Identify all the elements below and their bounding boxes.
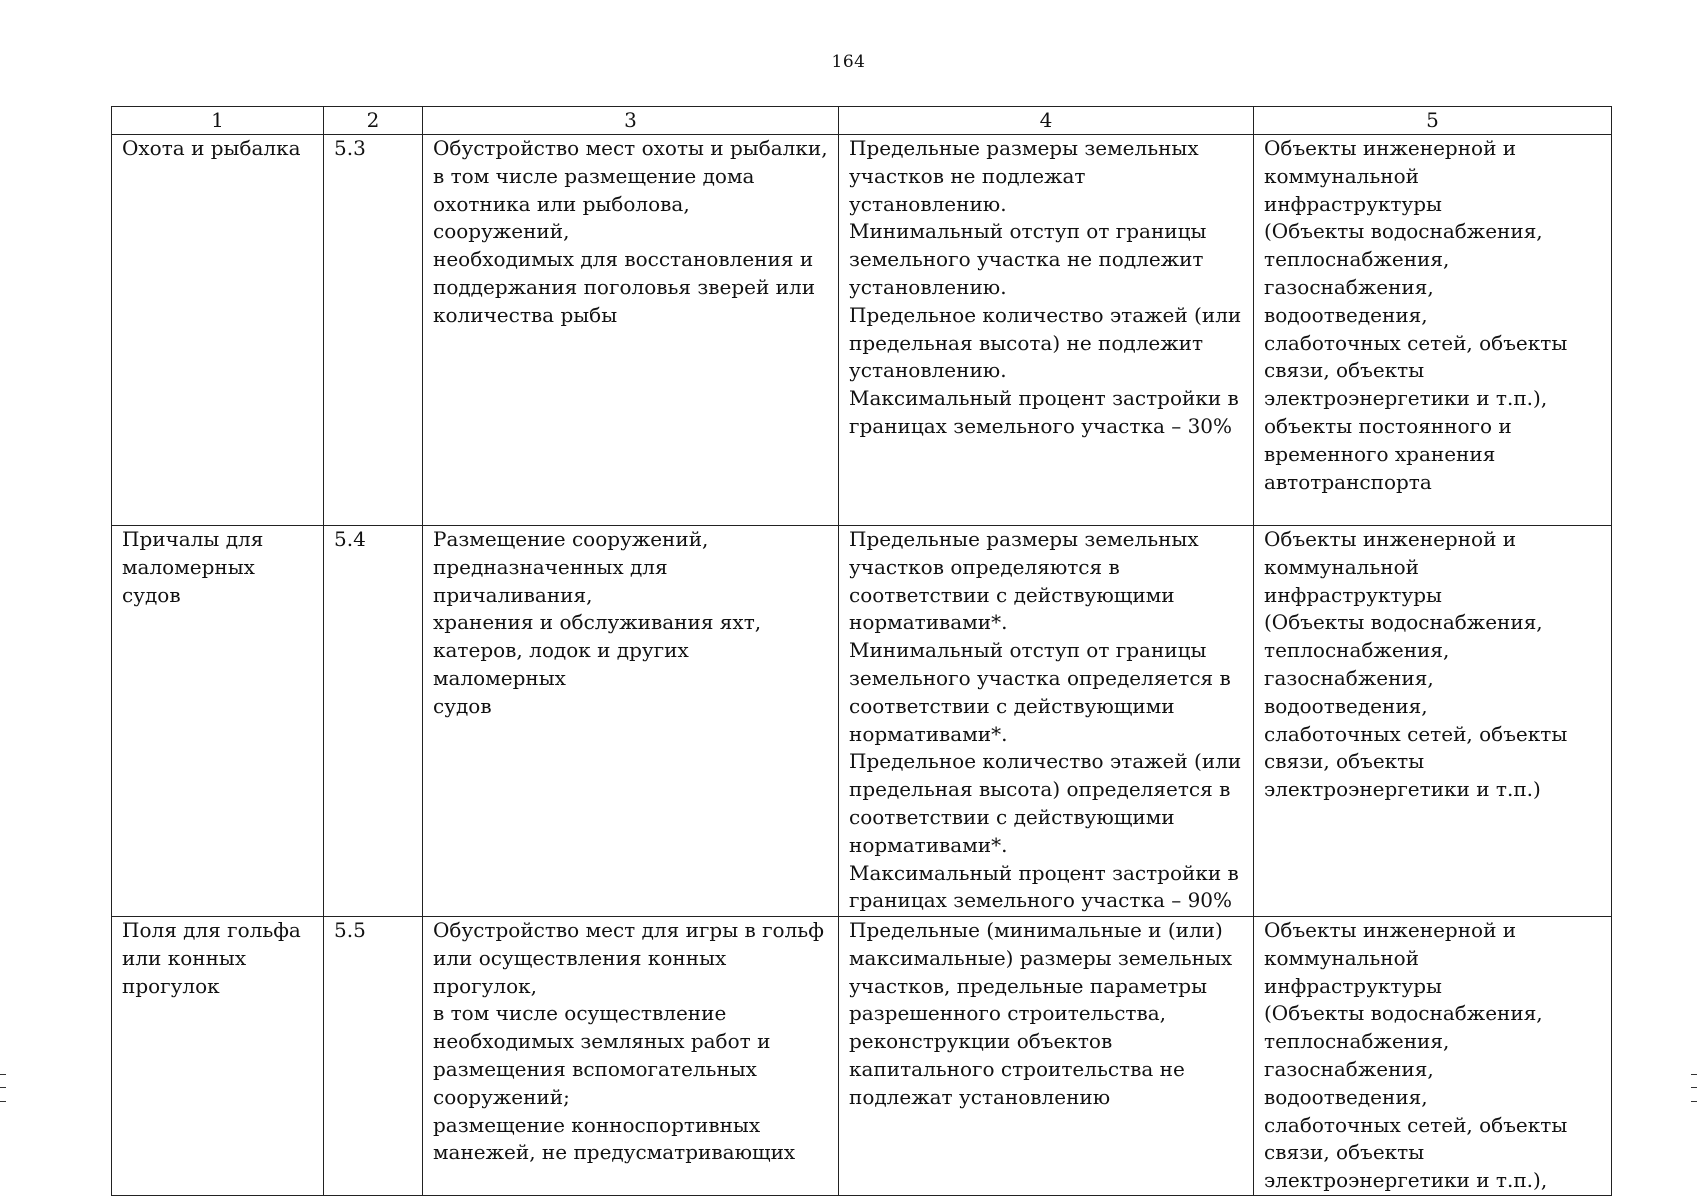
use-type-code xyxy=(324,135,423,526)
cell-text: Обустройство мест охоты и рыбалки, в том числе размещение дома охотника или рыболова, сооружений, необходимых для восстановления и поддержания поголовья зверей или количества рыбы xyxy=(433,136,828,327)
cell-text: Причалы для маломерных судов xyxy=(122,527,264,607)
header-col-5: 5 xyxy=(1254,107,1612,135)
cell-text: Предельные размеры земельных участков не подлежат установлению. Минимальный отступ от границы земельного участка не подлежит установлению. Предельное количество этажей (или предельная высота) не подлежит установлению. Максимальный процент застройки в границах земельного участка – 30% xyxy=(849,136,1242,438)
use-type-name xyxy=(112,526,324,917)
cell-text: Поля для гольфа или конных прогулок xyxy=(122,918,301,998)
cell-text: Размещение сооружений, предназначенных для причаливания, хранения и обслуживания яхт, катеров, лодок и других маломерных судов xyxy=(433,527,762,718)
cell-text: Объекты инженерной и коммунальной инфраструктуры (Объекты водоснабжения, теплоснабжения, газоснабжения, водоотведения, слаботочных сетей, объекты связи, объекты электроэнергетики и т.п.) xyxy=(1264,527,1568,802)
cell-text: Предельные (минимальные и (или) максимальные) размеры земельных участков, предельные параметры разрешенного строительства, реконструкции объектов капитального строительства не подлежат установлению xyxy=(849,918,1233,1109)
land-use-table xyxy=(111,106,1612,1196)
use-type-parameters xyxy=(839,526,1254,917)
cell-text: Предельные размеры земельных участков определяются в соответствии с действующими нормативами*. Минимальный отступ от границы земельного участка определяется в соответствии с действующими нормативами*. Предельное количество этажей (или предельная высота) определяется в соответствии с действующими нормативами*. Максимальный процент застройки в границах земельного участка – 90% xyxy=(849,527,1242,913)
table-row xyxy=(112,526,1612,917)
use-type-auxiliary xyxy=(1254,917,1612,1196)
cell-text: Объекты инженерной и коммунальной инфраструктуры (Объекты водоснабжения, теплоснабжения, газоснабжения, водоотведения, слаботочных сетей, объекты связи, объекты электроэнергетики и т.п.), xyxy=(1264,918,1568,1193)
use-type-description xyxy=(423,135,839,526)
use-type-name xyxy=(112,917,324,1196)
cell-text: Охота и рыбалка xyxy=(122,136,301,160)
use-type-auxiliary xyxy=(1254,135,1612,526)
header-col-1: 1 xyxy=(112,107,324,135)
cell-text: Обустройство мест для игры в гольф или осуществления конных прогулок, в том числе осуществление необходимых земляных работ и размещения вспомогательных сооружений; размещение конноспортивных манежей, не предусматривающих xyxy=(433,918,824,1165)
cell-text: 5.4 xyxy=(334,527,366,551)
use-type-auxiliary xyxy=(1254,526,1612,917)
use-type-description xyxy=(423,917,839,1196)
scan-edge-mark-right xyxy=(1691,1074,1697,1102)
use-type-parameters xyxy=(839,135,1254,526)
use-type-description xyxy=(423,526,839,917)
header-row xyxy=(112,107,1612,135)
header-col-2: 2 xyxy=(324,107,423,135)
cell-text: 5.3 xyxy=(334,136,366,160)
table-row xyxy=(112,917,1612,1196)
cell-text: 5.5 xyxy=(334,918,366,942)
table-row xyxy=(112,135,1612,526)
page-number: 164 xyxy=(831,52,866,72)
header-col-3: 3 xyxy=(423,107,839,135)
use-type-code xyxy=(324,526,423,917)
scan-edge-mark-left xyxy=(0,1074,6,1102)
use-type-name xyxy=(112,135,324,526)
use-type-parameters xyxy=(839,917,1254,1196)
cell-text: Объекты инженерной и коммунальной инфраструктуры (Объекты водоснабжения, теплоснабжения, газоснабжения, водоотведения, слаботочных сетей, объекты связи, объекты электроэнергетики и т.п.), объекты постоянного и временного хранения автотранспорта xyxy=(1264,136,1568,494)
use-type-code xyxy=(324,917,423,1196)
header-col-4: 4 xyxy=(839,107,1254,135)
